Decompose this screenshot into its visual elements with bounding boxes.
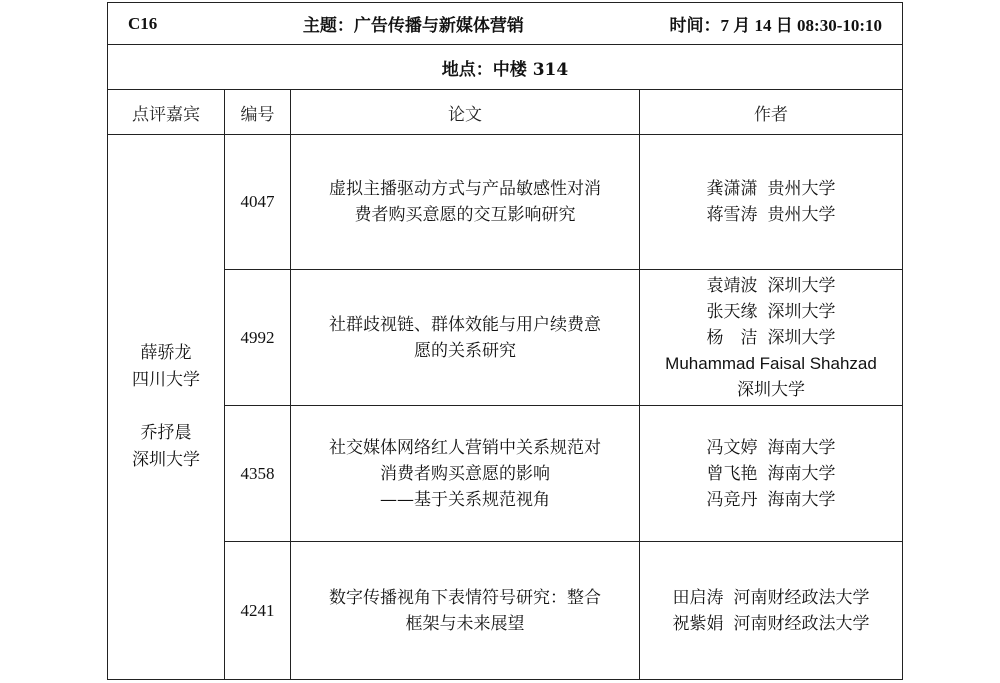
author-entry: 祝紫娟 河南财经政法大学 [672, 613, 870, 634]
guest-name: 薛骄龙 [140, 343, 192, 363]
paper-title: 虚拟主播驱动方式与产品敏感性对消 费者购买意愿的交互影响研究 [291, 135, 640, 270]
session-location: 地点：中楼 314 [108, 45, 903, 90]
paper-id: 4047 [225, 135, 291, 270]
author-entry: 张天缘 深圳大学 [706, 301, 836, 322]
table-row [108, 542, 903, 680]
guest-cell [108, 135, 225, 680]
author-entry: 曾飞艳 海南大学 [706, 463, 836, 484]
author-entry: 蒋雪涛 贵州大学 [706, 205, 836, 225]
paper-authors [640, 542, 903, 680]
column-header-guest: 点评嘉宾 [108, 90, 225, 135]
author-entry: 龚潇潇 贵州大学 [706, 179, 836, 199]
author-entry: 袁靖波 深圳大学 [706, 275, 836, 296]
author-entry: 冯竞丹 海南大学 [706, 489, 836, 510]
session-header-row [108, 3, 903, 45]
table-row [108, 270, 903, 406]
column-header-paper: 论文 [291, 90, 640, 135]
paper-title: 社群歧视链、群体效能与用户续费意 愿的关系研究 [291, 270, 640, 406]
paper-title: 社交媒体网络红人营销中关系规范对 消费者购买意愿的影响 ——基于关系规范视角 [291, 406, 640, 542]
session-schedule-table [107, 2, 903, 680]
author-entry: Muhammad Faisal Shahzad [665, 353, 877, 373]
paper-id: 4241 [225, 542, 291, 680]
session-time: 时间：7 月 14 日 08:30-10:10 [669, 16, 883, 35]
author-entry: 田启涛 河南财经政法大学 [672, 587, 870, 608]
session-code: C16 [128, 13, 158, 33]
table-row [108, 135, 903, 270]
author-entry: 杨 洁 深圳大学 [706, 327, 836, 348]
guest-affiliation: 深圳大学 [132, 450, 200, 470]
author-affiliation: 深圳大学 [737, 379, 805, 400]
column-header-author: 作者 [640, 90, 903, 135]
paper-id: 4358 [225, 406, 291, 542]
author-entry: 冯文婷 海南大学 [706, 437, 836, 458]
guest-name: 乔抒晨 [140, 423, 192, 443]
table-row [108, 406, 903, 542]
location-row [108, 45, 903, 90]
paper-id: 4992 [225, 270, 291, 406]
column-header-id: 编号 [225, 90, 291, 135]
paper-authors [640, 135, 903, 270]
guest-affiliation: 四川大学 [132, 370, 200, 390]
paper-title: 数字传播视角下表情符号研究：整合 框架与未来展望 [291, 542, 640, 680]
paper-authors [640, 406, 903, 542]
session-theme: 主题：广告传播与新媒体营销 [302, 16, 524, 35]
paper-authors [640, 270, 903, 406]
column-header-row [108, 90, 903, 135]
